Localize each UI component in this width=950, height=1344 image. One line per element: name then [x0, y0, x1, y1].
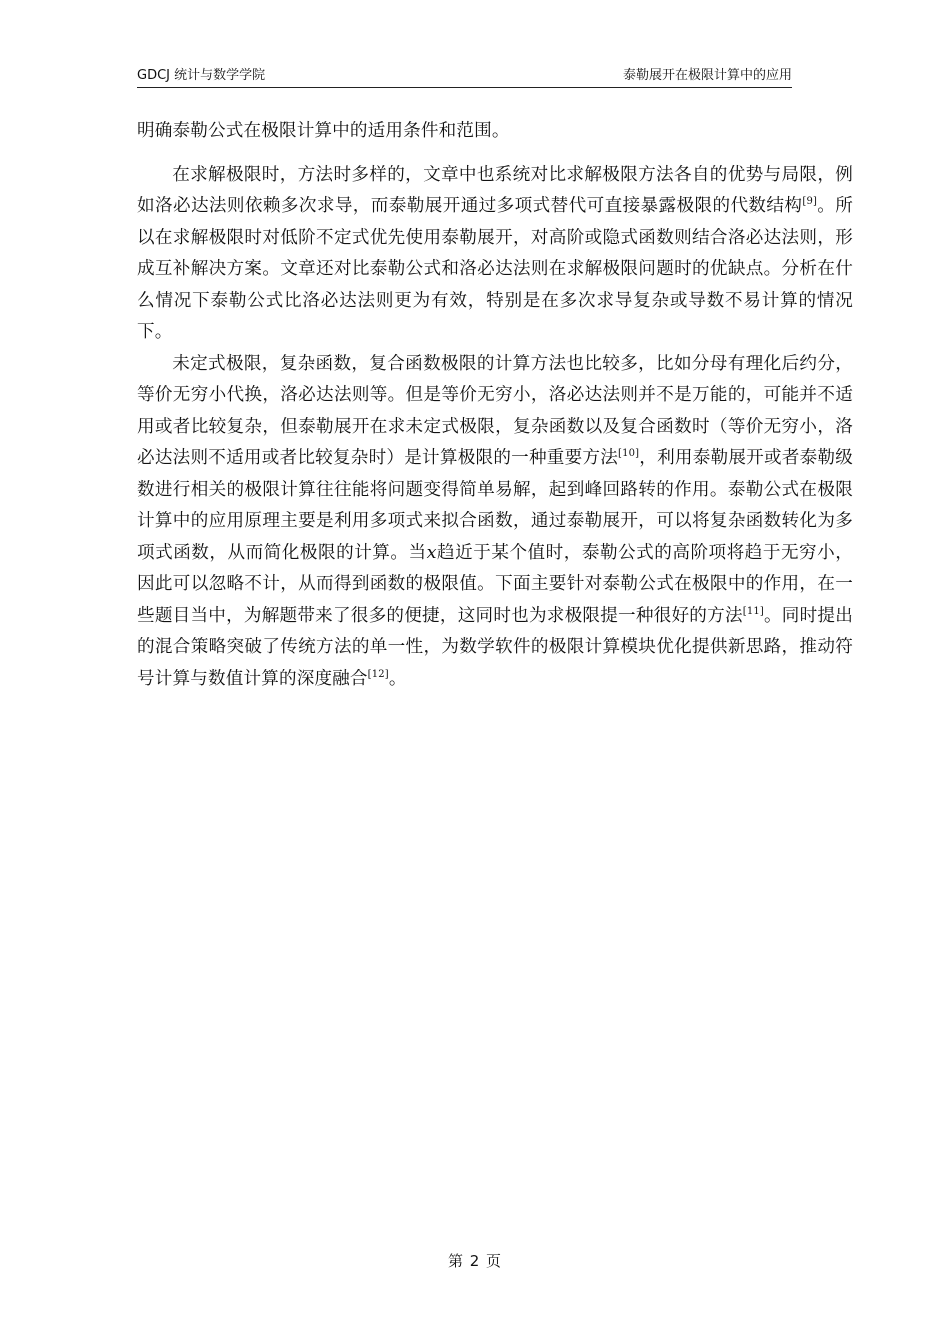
paragraph-2-text-a: 在求解极限时，方法时多样的，文章中也系统对比求解极限方法各自的优势与局限，例如洛必达法则依赖多次求导，而泰勒展开通过多项式替代可直接暴露极限的代数结构	[137, 164, 853, 216]
citation-11: [11]	[742, 605, 764, 617]
variable-x: x	[426, 542, 437, 563]
paragraph-3-text-b: ，利用泰勒展开或者泰勒级数进行相关的极限计算往往能将问题变得简单易解，起到峰回路转的作用。泰勒公式在极限计算中的应用原理主要是利用多项式来拟合函数，通过泰勒展开，可以将复杂函数转化为多项式函数，从而简化极限的计算。当	[137, 448, 853, 563]
citation-9: [9]	[802, 196, 818, 208]
paragraph-2-text-b: 。所以在求解极限时对低阶不定式优先使用泰勒展开，对高阶或隐式函数则结合洛必达法则，形成互补解决方案。文章还对比泰勒公式和洛必达法则在求解极限问题时的优缺点。分析在什么情况下泰勒公式比洛必达法则更为有效，特别是在多次求导复杂或导数不易计算的情况下。	[137, 196, 853, 342]
paragraph-3-text-d: 。同时提出的混合策略突破了传统方法的单一性，为数学软件的极限计算模块优化提供新思路，推动符号计算与数值计算的深度融合	[137, 605, 853, 689]
paragraph-2	[137, 160, 853, 349]
paragraph-3-text-c: 趋近于某个值时，泰勒公式的高阶项将趋于无穷小，因此可以忽略不计，从而得到函数的极限值。下面主要针对泰勒公式在极限中的作用，在一些题目当中，为解题带来了很多的便捷，这同时也为求极限提一种很好的方法	[137, 542, 853, 626]
paragraph-3-text-a: 未定式极限，复杂函数，复合函数极限的计算方法也比较多，比如分母有理化后约分，等价无穷小代换，洛必达法则等。但是等价无穷小，洛必达法则并不是万能的，可能并不适用或者比较复杂，但泰勒展开在求未定式极限，复杂函数以及复合函数时（等价无穷小，洛必达法则不适用或者比较复杂时）是计算极限的一种重要方法	[137, 353, 853, 468]
header-title: 泰勒展开在极限计算中的应用	[622, 68, 792, 83]
paragraph-3	[137, 349, 853, 696]
citation-12: [12]	[367, 668, 389, 680]
paragraph-1: 明确泰勒公式在极限计算中的适用条件和范围。	[137, 121, 510, 141]
page-number: 第 2 页	[447, 1252, 503, 1270]
header-mark	[486, 87, 499, 88]
citation-10: [10]	[618, 448, 640, 460]
paragraph-3-text-e: 。	[388, 668, 407, 689]
body-text	[137, 116, 853, 695]
header-institution: GDCJ 统计与数学学院	[137, 68, 266, 83]
page-header	[137, 67, 792, 88]
